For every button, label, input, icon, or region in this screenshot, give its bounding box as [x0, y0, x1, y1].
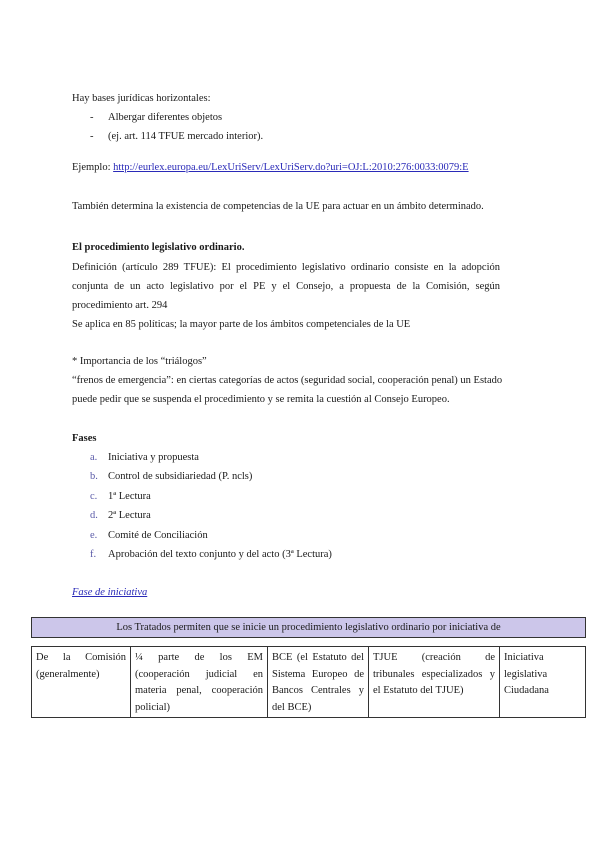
dash-bullet: -: [90, 131, 94, 142]
list-marker: a.: [90, 452, 98, 463]
definition-line: Definición (artículo 289 TFUE): El procedimiento legislativo ordinario consiste en la adopción: [72, 262, 500, 273]
list-item-text: Albergar diferentes objetos: [108, 112, 223, 123]
example-label: Ejemplo:: [72, 162, 114, 173]
phase-text: Control de subsidiariedad (P. ncls): [108, 471, 253, 483]
trilogues-title: * Importancia de los “triálogos”: [72, 356, 207, 367]
list-item-text: (ej. art. 114 TFUE mercado interior).: [108, 131, 264, 142]
emergency-brake-line: “frenos de emergencia”: en ciertas categorías de actos (seguridad social, cooperación penal) un Estado: [72, 375, 503, 386]
phase-text: Iniciativa y propuesta: [108, 452, 199, 463]
list-marker: f.: [90, 549, 97, 561]
table-cell-member-states: ¼ parte de los EM (cooperación judicial en materia penal, cooperación policial): [131, 647, 268, 717]
list-item: [90, 526, 332, 545]
procedure-heading: El procedimiento legislativo ordinario.: [72, 242, 245, 253]
list-item: [90, 108, 263, 127]
phase-text: 2ª Lectura: [108, 510, 151, 522]
definition-line: procedimiento art. 294: [72, 300, 168, 311]
table-cell-ecb: BCE (el Estatuto del Sistema Europeo de Bancos Centrales y del BCE): [268, 647, 369, 717]
list-marker: b.: [90, 471, 98, 483]
horizontal-bases-list: [90, 108, 263, 146]
dash-bullet: -: [90, 112, 94, 123]
eurlex-link[interactable]: http://eurlex.europa.eu/LexUriServ/LexUriServ.do?uri=OJ:L:2010:276:0033:0079:E: [113, 162, 469, 173]
initiative-table-row: [31, 646, 586, 718]
example-line: [72, 158, 542, 177]
list-item: [90, 127, 263, 146]
table-cell-cjeu: TJUE (creación de tribunales especializados y el Estatuto del TJUE): [369, 647, 500, 717]
list-item: [90, 467, 332, 486]
phase-text: Comité de Conciliación: [108, 529, 208, 541]
emergency-brake-line: puede pedir que se suspenda el procedimiento y se remita la cuestión al Consejo Europeo.: [72, 394, 450, 405]
horizontal-bases-text: Hay bases jurídicas horizontales:: [72, 93, 211, 104]
competence-text: También determina la existencia de competencias de la UE para actuar en un ámbito determinado.: [72, 201, 484, 212]
phase-text: 1ª Lectura: [108, 490, 151, 502]
list-item: [90, 506, 332, 525]
list-marker: c.: [90, 490, 98, 502]
phase-text: Aprobación del texto conjunto y del acto (3ª Lectura): [108, 549, 332, 561]
list-marker: d.: [90, 510, 98, 522]
list-item: [90, 487, 332, 506]
applies-text: Se aplica en 85 políticas; la mayor parte de los ámbitos competenciales de la UE: [72, 319, 411, 330]
list-item: [90, 448, 332, 467]
definition-line: conjunta de un acto legislativo por el PE y el Consejo, a propuesta de la Comisión, según: [72, 281, 500, 292]
trilogues-block: [72, 352, 512, 409]
phases-heading: Fases: [72, 433, 97, 444]
procedure-definition: [72, 258, 500, 334]
initiative-phase-link[interactable]: Fase de iniciativa: [72, 587, 148, 598]
list-item: [90, 545, 332, 564]
initiative-table-header: Los Tratados permiten que se inicie un procedimiento legislativo ordinario por iniciativa de: [31, 617, 586, 638]
table-cell-commission: De la Comisión (generalmente): [32, 647, 131, 717]
phases-list: [90, 448, 332, 564]
table-cell-citizens-initiative: Iniciativa legislativa Ciudadana: [504, 652, 549, 696]
list-marker: e.: [90, 529, 98, 541]
